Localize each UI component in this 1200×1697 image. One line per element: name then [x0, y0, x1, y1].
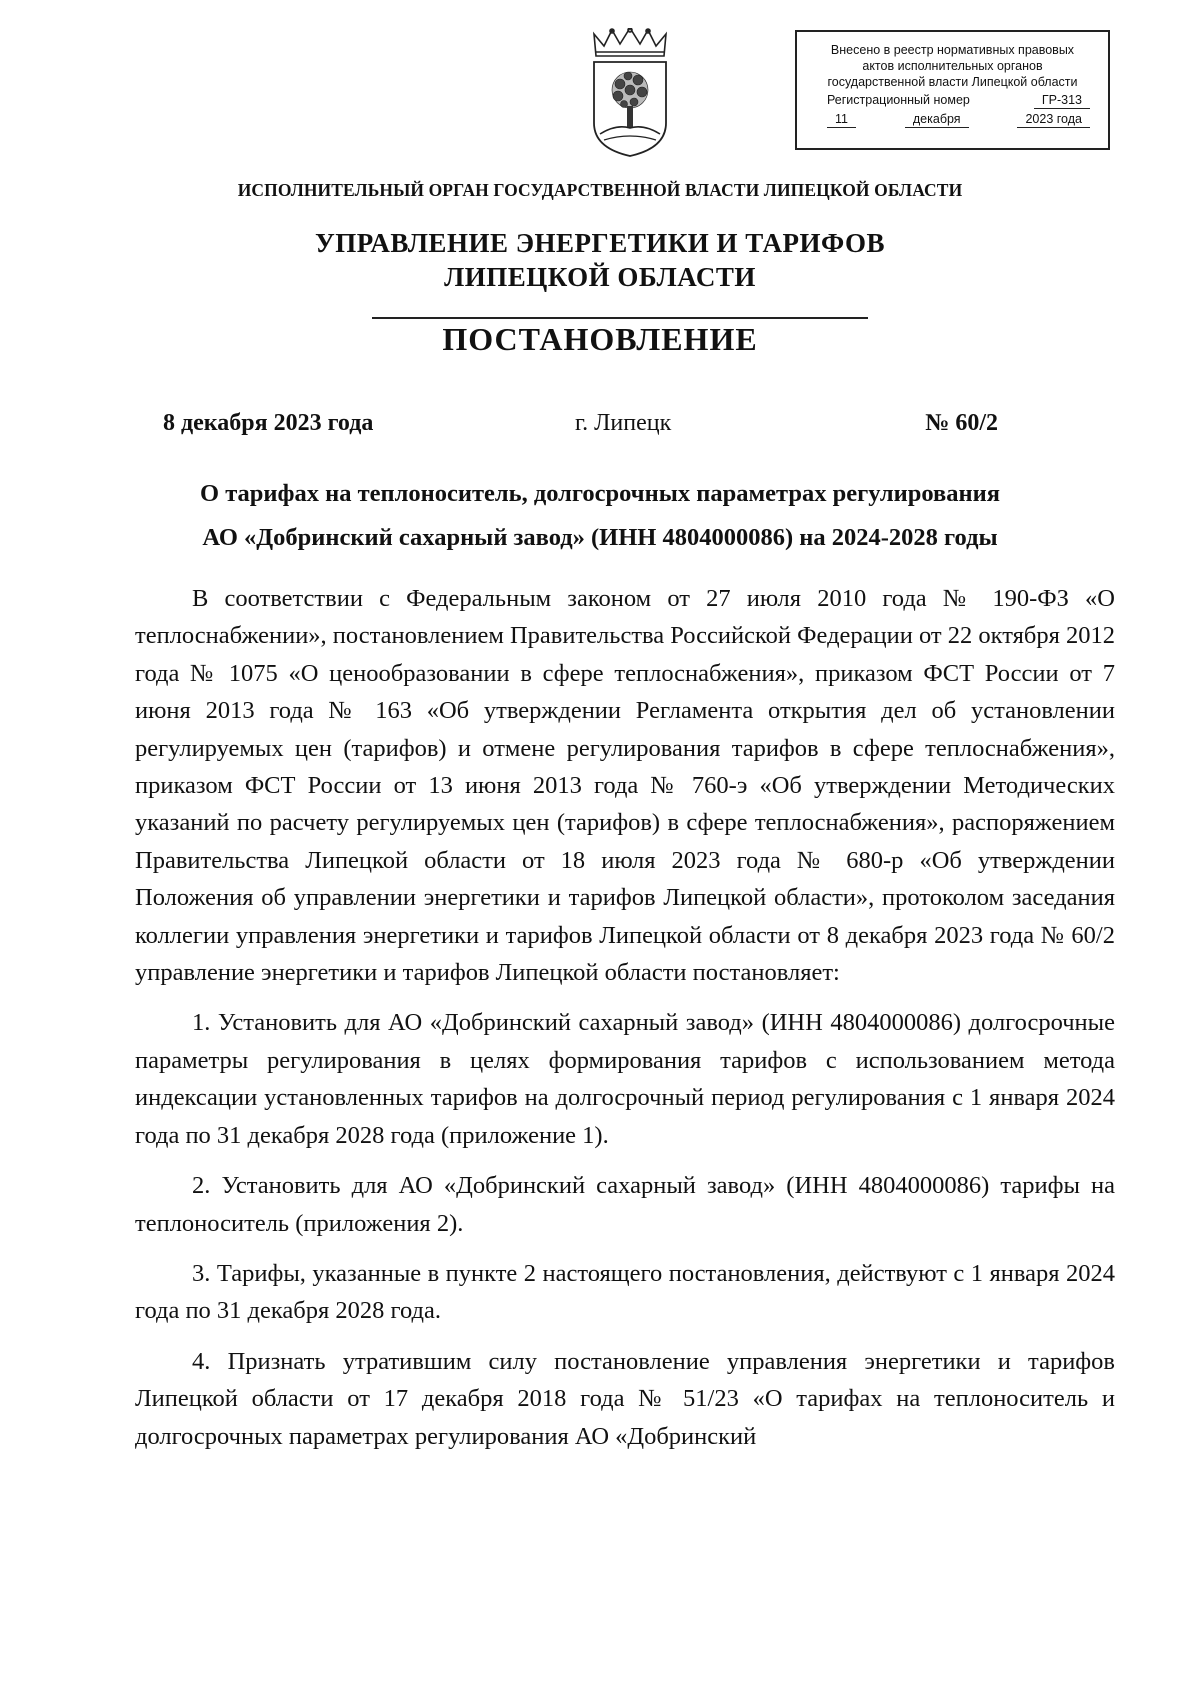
- document-body: [135, 580, 1115, 1468]
- item-2-paragraph: 2. Установить для АО «Добринский сахарный завод» (ИНН 4804000086) тарифы на теплоноситель (приложения 2).: [135, 1172, 1115, 1237]
- registry-stamp: [795, 30, 1110, 150]
- preamble-paragraph: В соответствии с Федеральным законом от 27 июля 2010 года № 190-ФЗ «О теплоснабжении», постановлением Правительства Российской Федерации от 22 октября 2012 года № 1075 «О ценообразовании в сфере теплоснабжения», приказом ФСТ России от 7 июня 2013 года № 163 «Об утверждении Регламента открытия дел об установлении регулируемых цен (тарифов) и отмене регулирования тарифов в сфере теплоснабжения», приказом ФСТ России от 13 июня 2013 года № 760-э «Об утверждении Методических указаний по расчету регулируемых цен (тарифов) в сфере теплоснабжения», распоряжением Правительства Липецкой области от 18 июля 2023 года № 680-р «Об утверждении Положения об управлении энергетики и тарифов Липецкой области», протоколом заседания коллегии управления энергетики и тарифов Липецкой области от 8 декабря 2023 года № 60/2 управление энергетики и тарифов Липецкой области постановляет:: [135, 585, 1115, 987]
- document-city: г. Липецк: [575, 410, 672, 436]
- department-line-1: УПРАВЛЕНИЕ ЭНЕРГЕТИКИ И ТАРИФОВ: [314, 228, 885, 258]
- item-3-paragraph: 3. Тарифы, указанные в пункте 2 настоящего постановления, действуют с 1 января 2024 года по 31 декабря 2028 года.: [135, 1259, 1115, 1325]
- title-line-2: АО «Добринский сахарный завод» (ИНН 4804000086) на 2024-2028 годы: [202, 524, 998, 551]
- stamp-line-1: Внесено в реестр нормативных правовых: [830, 43, 1075, 57]
- department-name: [0, 226, 1200, 294]
- coat-of-arms-icon: [590, 28, 670, 158]
- stamp-day: 11: [827, 111, 856, 128]
- stamp-year: 2023 года: [1017, 111, 1090, 128]
- stamp-line-3: государственной власти Липецкой области: [827, 75, 1078, 89]
- document-type: ПОСТАНОВЛЕНИЕ: [442, 321, 758, 357]
- stamp-registration-label: Регистрационный номер: [827, 93, 970, 107]
- organization-name: ИСПОЛНИТЕЛЬНЫЙ ОРГАН ГОСУДАРСТВЕННОЙ ВЛАСТИ ЛИПЕЦКОЙ ОБЛАСТИ: [237, 180, 963, 200]
- stamp-month: декабря: [905, 111, 969, 128]
- document-date: 8 декабря 2023 года: [163, 410, 374, 436]
- header-divider: [372, 317, 868, 319]
- item-1-paragraph: 1. Установить для АО «Добринский сахарный завод» (ИНН 4804000086) долгосрочные параметры регулирования в целях формирования тарифов с использованием метода индексации установленных тарифов на долгосрочный период регулирования с 1 января 2024 года по 31 декабря 2028 года (приложение 1).: [135, 1009, 1115, 1149]
- document-title: [60, 472, 1140, 560]
- document-number: № 60/2: [925, 410, 998, 436]
- title-line-1: О тарифах на теплоноситель, долгосрочных параметрах регулирования: [200, 480, 1000, 507]
- stamp-registration-row: [797, 92, 1108, 109]
- department-line-2: ЛИПЕЦКОЙ ОБЛАСТИ: [444, 262, 756, 292]
- item-4-paragraph: 4. Признать утратившим силу постановление управления энергетики и тарифов Липецкой области от 17 декабря 2018 года № 51/23 «О тарифах на теплоноситель и долгосрочных параметрах регулирования АО «Добринский: [135, 1347, 1115, 1450]
- stamp-registration-number: ГР-313: [1034, 92, 1090, 109]
- stamp-date-row: [797, 111, 1108, 128]
- stamp-line-2: актов исполнительных органов: [862, 59, 1043, 73]
